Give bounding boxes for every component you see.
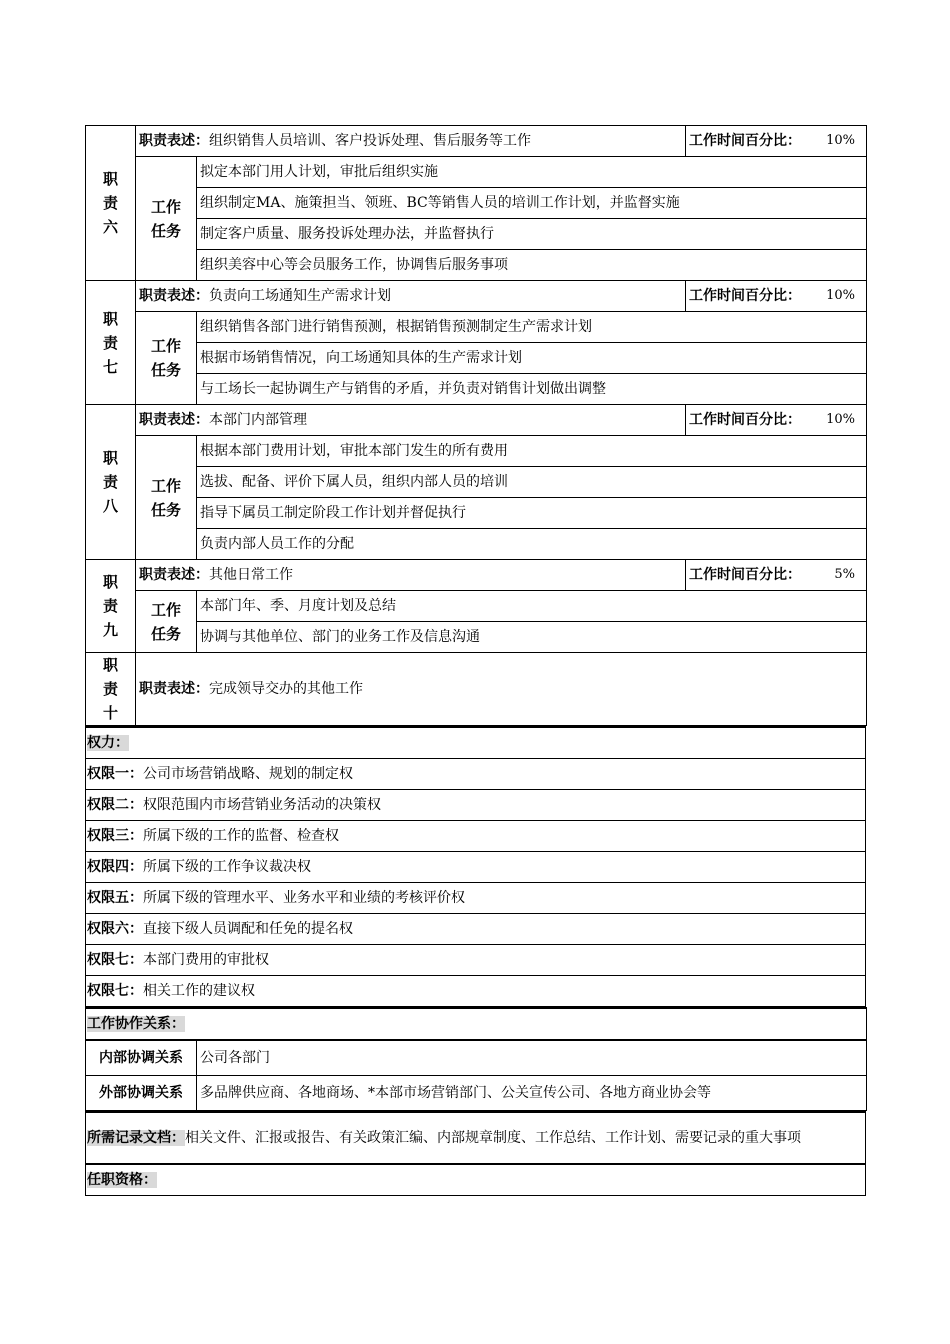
duty-pct-cell <box>686 560 867 591</box>
authority-item <box>86 821 866 852</box>
authority-item-label: 权限二： <box>87 797 143 813</box>
cooperation-table <box>85 1007 867 1111</box>
duty-pct-cell <box>686 405 867 436</box>
duty-pct-label: 工作时间百分比： <box>689 133 801 149</box>
task-item: 制定客户质量、服务投诉处理办法，并监督执行 <box>197 219 867 250</box>
task-item: 与工场长一起协调生产与销售的矛盾，并负责对销售计划做出调整 <box>197 374 867 405</box>
tasks-label: 工作任务 <box>150 197 181 240</box>
authority-item <box>86 976 866 1007</box>
task-row <box>86 343 867 374</box>
authority-row <box>86 759 866 790</box>
authority-item <box>86 883 866 914</box>
authority-item-label: 权限五： <box>87 890 143 906</box>
records-text: 相关文件、汇报或报告、有关政策汇编、内部规章制度、工作总结、工作计划、需要记录的重大事项 <box>185 1130 801 1146</box>
authority-item-label: 权限七： <box>87 952 143 968</box>
task-item: 选拔、配备、评价下属人员，组织内部人员的培训 <box>197 467 867 498</box>
authority-item-label: 权限七： <box>87 983 143 999</box>
internal-label: 内部协调关系 <box>86 1040 197 1076</box>
authority-item <box>86 945 866 976</box>
duty-desc-row <box>86 281 867 312</box>
job-description-page <box>85 125 866 1196</box>
task-row <box>86 529 867 560</box>
records-table <box>85 1111 866 1196</box>
authority-item <box>86 914 866 945</box>
duty-pct-cell <box>686 126 867 157</box>
task-row <box>86 622 867 653</box>
tasks-label: 工作任务 <box>150 476 181 519</box>
authority-item <box>86 852 866 883</box>
duty-pct-cell <box>686 281 867 312</box>
duty-desc: 完成领导交办的其他工作 <box>209 681 363 697</box>
authority-head-row <box>86 727 866 759</box>
authority-row <box>86 914 866 945</box>
records-cell <box>86 1112 866 1164</box>
task-row <box>86 157 867 188</box>
duty-desc: 负责向工场通知生产需求计划 <box>209 288 391 304</box>
duty-label-cell <box>86 653 136 726</box>
cooperation-title-cell <box>86 1008 867 1040</box>
authority-item-label: 权限一： <box>87 766 143 782</box>
qualification-row <box>86 1164 866 1196</box>
tasks-label-cell <box>136 312 197 405</box>
task-item: 本部门年、季、月度计划及总结 <box>197 591 867 622</box>
duty-pct: 10% <box>826 133 855 148</box>
task-item: 根据本部门费用计划，审批本部门发生的所有费用 <box>197 436 867 467</box>
duty-desc-label: 职责表述： <box>139 288 209 304</box>
authority-item-text: 权限范围内市场营销业务活动的决策权 <box>143 797 381 813</box>
duty-desc-cell <box>136 560 686 591</box>
authority-row <box>86 945 866 976</box>
duty-label-cell <box>86 560 136 653</box>
task-item: 组织制定MA、施策担当、领班、BC等销售人员的培训工作计划，并监督实施 <box>197 188 867 219</box>
task-row <box>86 312 867 343</box>
task-item: 拟定本部门用人计划，审批后组织实施 <box>197 157 867 188</box>
duty-pct: 10% <box>826 288 855 303</box>
task-item: 指导下属员工制定阶段工作计划并督促执行 <box>197 498 867 529</box>
authority-item-text: 所属下级的工作争议裁决权 <box>143 859 311 875</box>
duty-desc-cell <box>136 126 686 157</box>
authority-title: 权力： <box>87 735 129 751</box>
duty10-row <box>86 653 867 726</box>
authority-row <box>86 883 866 914</box>
records-label: 所需记录文档： <box>87 1130 185 1146</box>
duty-desc: 本部门内部管理 <box>209 412 307 428</box>
duty-desc: 其他日常工作 <box>209 567 293 583</box>
authority-item <box>86 759 866 790</box>
task-row <box>86 219 867 250</box>
duties-body <box>86 126 867 726</box>
authority-row <box>86 852 866 883</box>
duty-pct-label: 工作时间百分比： <box>689 412 801 428</box>
task-item: 负责内部人员工作的分配 <box>197 529 867 560</box>
task-item: 组织销售各部门进行销售预测，根据销售预测制定生产需求计划 <box>197 312 867 343</box>
duty-desc-label: 职责表述： <box>139 567 209 583</box>
authority-item <box>86 790 866 821</box>
tasks-label: 工作任务 <box>150 600 181 643</box>
authority-title-cell <box>86 727 866 759</box>
duty-label-cell <box>86 405 136 560</box>
duty-desc-cell <box>136 653 867 726</box>
duty-label: 职责九 <box>102 573 118 639</box>
authority-item-text: 所属下级的工作的监督、检查权 <box>143 828 339 844</box>
authority-item-text: 所属下级的管理水平、业务水平和业绩的考核评价权 <box>143 890 465 906</box>
task-row <box>86 467 867 498</box>
duty-label: 职责七 <box>102 309 118 376</box>
cooperation-title: 工作协作关系： <box>87 1016 185 1032</box>
duty-label: 职责八 <box>102 449 118 515</box>
authority-item-text: 本部门费用的审批权 <box>143 952 269 968</box>
duty-desc-label: 职责表述： <box>139 412 209 428</box>
internal-row <box>86 1040 867 1076</box>
task-row <box>86 374 867 405</box>
authority-item-text: 公司市场营销战略、规划的制定权 <box>143 766 353 782</box>
tasks-label-cell <box>136 436 197 560</box>
duty-label-cell <box>86 281 136 405</box>
authority-row <box>86 976 866 1007</box>
duty-desc-row <box>86 405 867 436</box>
authority-row <box>86 790 866 821</box>
authority-table <box>85 726 866 1007</box>
task-row <box>86 188 867 219</box>
task-row <box>86 498 867 529</box>
task-item: 组织美容中心等会员服务工作，协调售后服务事项 <box>197 250 867 281</box>
task-item: 协调与其他单位、部门的业务工作及信息沟通 <box>197 622 867 653</box>
duty-desc-label: 职责表述： <box>139 681 209 697</box>
duty-label-cell <box>86 126 136 281</box>
cooperation-head-row <box>86 1008 867 1040</box>
duty-pct: 10% <box>826 412 855 427</box>
duty-label: 职责六 <box>102 170 118 236</box>
authority-item-text: 相关工作的建议权 <box>143 983 255 999</box>
task-item: 根据市场销售情况，向工场通知具体的生产需求计划 <box>197 343 867 374</box>
duties-table <box>85 125 867 726</box>
task-row <box>86 250 867 281</box>
tasks-label-cell <box>136 157 197 281</box>
duty-pct-label: 工作时间百分比： <box>689 288 801 304</box>
tasks-label-cell <box>136 591 197 653</box>
qualification-label: 任职资格： <box>87 1172 157 1188</box>
duty-pct-label: 工作时间百分比： <box>689 567 801 583</box>
duty-desc: 组织销售人员培训、客户投诉处理、售后服务等工作 <box>209 133 531 149</box>
records-row <box>86 1112 866 1164</box>
authority-item-label: 权限四： <box>87 859 143 875</box>
duty-label: 职责十 <box>102 656 118 722</box>
authority-item-label: 权限六： <box>87 921 143 937</box>
external-label: 外部协调关系 <box>86 1076 197 1111</box>
duty-desc-cell <box>136 281 686 312</box>
tasks-label: 工作任务 <box>150 337 181 379</box>
task-row <box>86 591 867 622</box>
duty-pct: 5% <box>834 567 855 582</box>
authority-item-text: 直接下级人员调配和任免的提名权 <box>143 921 353 937</box>
duty-desc-label: 职责表述： <box>139 133 209 149</box>
qualification-cell <box>86 1164 866 1196</box>
duty-desc-row <box>86 560 867 591</box>
external-row <box>86 1076 867 1111</box>
duty-desc-row <box>86 126 867 157</box>
authority-item-label: 权限三： <box>87 828 143 844</box>
internal-value: 公司各部门 <box>197 1040 867 1076</box>
external-value: 多品牌供应商、各地商场、*本部市场营销部门、公关宣传公司、各地方商业协会等 <box>197 1076 867 1111</box>
authority-row <box>86 821 866 852</box>
duty-desc-cell <box>136 405 686 436</box>
task-row <box>86 436 867 467</box>
